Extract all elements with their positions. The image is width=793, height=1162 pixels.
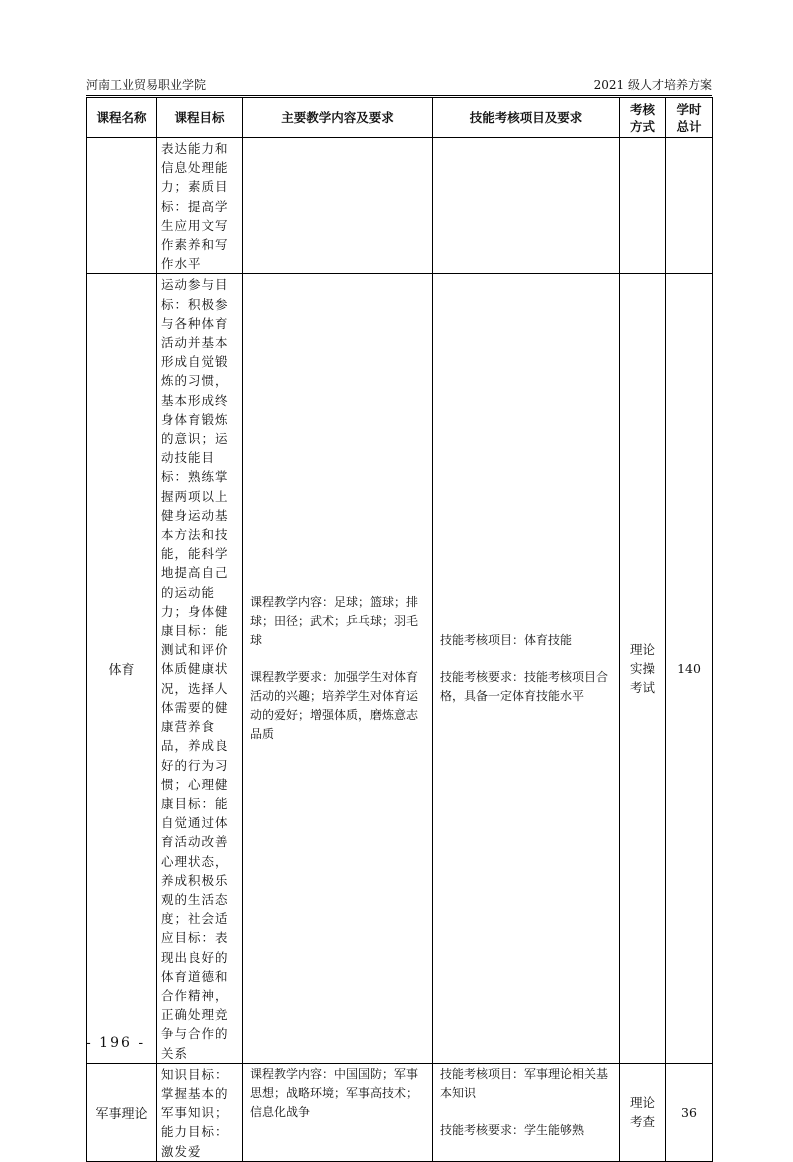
total-hours	[666, 138, 713, 274]
col-header-hours-line1: 学时	[676, 101, 702, 117]
page-number: - 196 -	[86, 1035, 146, 1051]
course-content	[243, 274, 433, 1063]
skill-paragraph: 技能考核要求：技能考核项目合格，具备一定体育技能水平	[440, 670, 609, 704]
course-goal: 运动参与目标：积极参与各种体育活动并基本形成自觉锻炼的习惯，基本形成终身体育锻炼的意识；运动技能目标：熟练掌握两项以上健身运动基本方法和技能，能科学地提高自己的运动能力；身体健康目标：能测试和评价体质健康状况，选择人体需要的健康营养食品，养成良好的行为习惯；心理健康目标：能自觉通过体育活动改善心理状态，养成积极乐观的生活态度；社会适应目标：表现出良好的体育道德和合作精神，正确处理竞争与合作的关系	[157, 274, 243, 1063]
method-line: 考试	[629, 680, 655, 696]
course-content	[243, 138, 433, 274]
content-paragraph: 课程教学要求：加强学生对体育活动的兴趣；培养学生对体育运动的爱好；增强体质，磨炼意志品质	[250, 670, 419, 742]
method-line: 理论	[629, 642, 655, 658]
course-name: 军事理论	[87, 1063, 157, 1161]
table-row	[87, 138, 713, 274]
skill-paragraph: 技能考核项目：体育技能	[440, 633, 573, 648]
col-header-hours	[666, 98, 713, 138]
course-name	[87, 138, 157, 274]
col-header-hours-line2: 总计	[676, 118, 702, 134]
header-plan-title: 2021 级人才培养方案	[593, 78, 712, 92]
course-goal: 表达能力和信息处理能力；素质目标：提高学生应用文写作素养和写作水平	[157, 138, 243, 274]
assessment-method	[620, 138, 666, 274]
paragraph-gap	[250, 650, 426, 668]
col-header-method-line2: 方式	[629, 118, 655, 134]
table-row	[87, 274, 713, 1063]
skill-assessment	[433, 1063, 620, 1161]
method-line: 考查	[629, 1114, 655, 1130]
col-header-method-line1: 考核	[629, 101, 655, 117]
course-name: 体育	[87, 274, 157, 1063]
assessment-method	[620, 1063, 666, 1161]
course-content	[243, 1063, 433, 1161]
skill-assessment	[433, 274, 620, 1063]
course-goal: 知识目标：掌握基本的军事知识；能力目标：激发爱	[157, 1063, 243, 1161]
course-table	[86, 97, 713, 1162]
col-header-content: 主要教学内容及要求	[243, 98, 433, 138]
col-header-method	[620, 98, 666, 138]
skill-assessment	[433, 138, 620, 274]
skill-paragraph: 技能考核项目：军事理论相关基本知识	[440, 1066, 609, 1100]
col-header-name: 课程名称	[87, 98, 157, 138]
table-row	[87, 1063, 713, 1161]
method-line: 理论	[629, 1095, 655, 1111]
table-header-row	[87, 98, 713, 138]
paragraph-gap	[440, 1103, 613, 1121]
method-line: 实操	[629, 661, 655, 677]
content-paragraph: 课程教学内容：足球；篮球；排球；田径；武术；乒乓球；羽毛球	[250, 595, 419, 648]
header-rule	[86, 95, 712, 96]
total-hours: 140	[666, 274, 713, 1063]
header-school-name: 河南工业贸易职业学院	[86, 78, 207, 92]
content-paragraph: 课程教学内容：中国国防；军事思想；战略环境；军事高技术；信息化战争	[250, 1066, 419, 1119]
col-header-skill: 技能考核项目及要求	[433, 98, 620, 138]
assessment-method	[620, 274, 666, 1063]
paragraph-gap	[440, 650, 613, 668]
skill-paragraph: 技能考核要求：学生能够熟	[440, 1122, 585, 1137]
col-header-goal: 课程目标	[157, 98, 243, 138]
total-hours: 36	[666, 1063, 713, 1161]
